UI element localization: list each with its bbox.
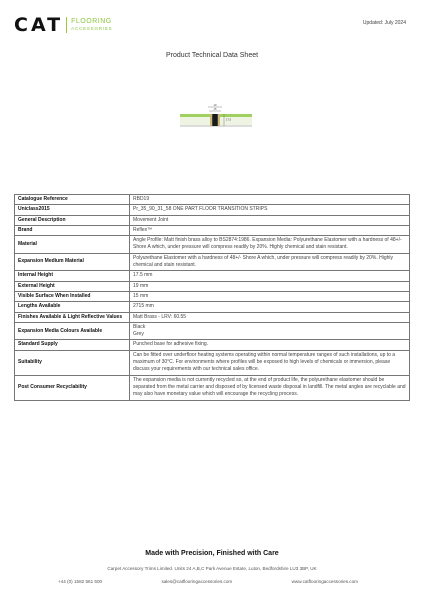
spec-value-line: Pr_35_90_31_58 ONE PART FLOOR TRANSITION STRIPS xyxy=(133,206,268,213)
spec-label: Lengths Available xyxy=(15,302,130,312)
spec-value xyxy=(130,281,410,291)
spec-row xyxy=(15,281,410,291)
spec-value-line: Grey xyxy=(133,331,144,338)
spec-value xyxy=(130,195,410,205)
spec-value-line: The expansion media is not currently recycled so, at the end of product life, the polyurethane elastomer should be separated from the metal carrier and disposed of by licensed waste disposal in landfill. The metal angles are recyclable and may also have monetary value which will encourage the recycling process. xyxy=(133,376,406,398)
spec-label: General Description xyxy=(15,215,130,225)
spec-value xyxy=(130,236,410,254)
logo-divider xyxy=(66,17,67,33)
spec-row xyxy=(15,236,410,254)
spec-table xyxy=(14,194,410,401)
footer-address: Carpet Accessory Trims Limited. Units 24 A,B,C Park Avenue Estate, Luton, Bedfordshire LU3 3BP, UK xyxy=(107,566,317,571)
spec-value-line: RBD19 xyxy=(133,196,150,202)
spec-value-line: Matt Brass - LRV: 60.55 xyxy=(133,313,187,320)
spec-label: Finishes Available & Light Reflective Values xyxy=(15,312,130,322)
spec-value xyxy=(130,205,410,215)
spec-value xyxy=(130,291,410,301)
spec-label: Internal Height xyxy=(15,271,130,281)
spec-row xyxy=(15,271,410,281)
footer-phone: +44 (0) 1582 561 500 xyxy=(58,579,103,584)
spec-value-line: Black xyxy=(133,323,146,330)
dimension-label-top: 19 xyxy=(213,104,217,107)
spec-label: Post Consumer Recyclability xyxy=(15,375,130,400)
spec-table-body xyxy=(15,195,410,401)
spec-value xyxy=(130,215,410,225)
logo-subtitle-line-1: FLOORING xyxy=(71,18,112,25)
spec-row xyxy=(15,375,410,400)
footer-contacts xyxy=(58,579,358,584)
spec-value xyxy=(130,340,410,350)
expansion-insert xyxy=(212,114,218,126)
spec-value xyxy=(130,375,410,400)
spec-label: External Height xyxy=(15,281,130,291)
document-title: Product Technical Data Sheet xyxy=(165,52,259,59)
spec-value xyxy=(130,350,410,375)
spec-row xyxy=(15,253,410,271)
spec-label: Standard Supply xyxy=(15,340,130,350)
logo-wordmark: CAT xyxy=(14,14,64,36)
brass-angle-right xyxy=(218,114,220,126)
spec-row xyxy=(15,302,410,312)
spec-value-line: 17.5 mm xyxy=(133,272,153,279)
spec-value-line: Polyurethane Elastomer with a hardness of 48+/- Shore A which, under pressure will compress readily by 20%. Highly chemical and stain resistant. xyxy=(133,254,393,269)
spec-value-line: 15 mm xyxy=(133,292,149,299)
spec-value-line: 2715 mm xyxy=(133,303,154,310)
spec-label: Visible Surface When Installed xyxy=(15,291,130,301)
spec-value xyxy=(130,322,410,340)
spec-row xyxy=(15,312,410,322)
spec-row xyxy=(15,205,410,215)
spec-value xyxy=(130,253,410,271)
dimension-label-side: 17.5 xyxy=(226,118,232,122)
footer-email-link[interactable]: sales@catflooringaccessories.com xyxy=(161,579,233,584)
footer-tagline: Made with Precision, Finished with Care xyxy=(145,550,279,557)
updated-date: Updated: July 2024 xyxy=(362,20,406,26)
spec-row xyxy=(15,350,410,375)
spec-row xyxy=(15,340,410,350)
spec-value-line: Movement Joint xyxy=(133,216,169,223)
spec-value xyxy=(130,302,410,312)
spec-row xyxy=(15,225,410,235)
spec-label: Catalogue Reference xyxy=(15,195,130,205)
spec-value-line: Reflex™ xyxy=(133,226,153,233)
spec-value-line: Punched base for adhesive fixing. xyxy=(133,341,209,348)
spec-label: Uniclass2015 xyxy=(15,205,130,215)
spec-value xyxy=(130,271,410,281)
footer-website-link[interactable]: www.catflooringaccessories.com xyxy=(291,579,358,584)
spec-label: Brand xyxy=(15,225,130,235)
spec-label: Suitability xyxy=(15,350,130,375)
spec-value xyxy=(130,225,410,235)
spec-value-line: 19 mm xyxy=(133,282,149,289)
company-logo xyxy=(14,14,112,36)
spec-label: Expansion Medium Material xyxy=(15,253,130,271)
spec-row xyxy=(15,195,410,205)
brass-angle-left xyxy=(210,114,212,126)
logo-subtitle-line-2: ACCESSORIES xyxy=(71,26,113,31)
spec-label: Expansion Media Colours Available xyxy=(15,322,130,340)
spec-value-line: Can be fitted over underfloor heating systems operating within normal temperature ranges of such installations, up to a maximum of 30°C. For environments where profiles will be exposed to high levels of chemicals or immersion, please discuss your requirements with our technical sales office. xyxy=(133,351,396,373)
spec-row xyxy=(15,215,410,225)
spec-value-line: Angle Profile: Matt finish brass alloy to BS2874:1986. Expansion Media: Polyurethane Elastomer with a hardness of 48+/- Shore A which, under pressure will compress readily by 20%. Highly chemical and stain resistant. xyxy=(133,237,402,251)
logo-subtitle xyxy=(71,18,112,32)
page-header xyxy=(14,14,410,38)
spec-row xyxy=(15,291,410,301)
dimension-label-second: 15 xyxy=(213,108,217,111)
profile-cross-section-drawing xyxy=(170,103,262,133)
spec-row xyxy=(15,322,410,340)
spec-value xyxy=(130,312,410,322)
spec-label: Material xyxy=(15,236,130,254)
